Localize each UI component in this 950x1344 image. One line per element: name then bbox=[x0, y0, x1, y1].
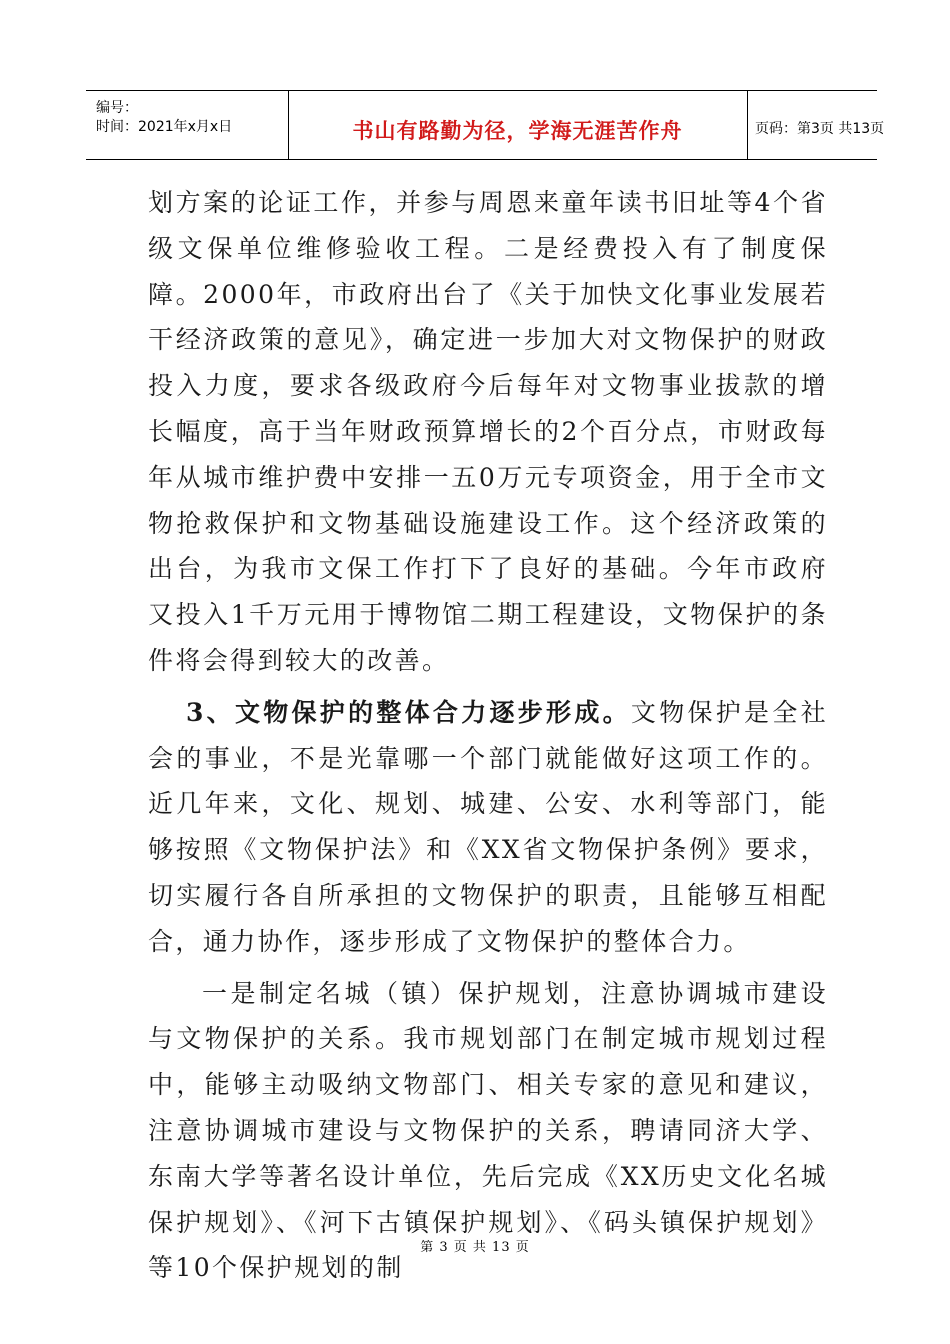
paragraph-2-text: 文物保护是全社会的事业，不是光靠哪一个部门就能做好这项工作的。近几年来，文化、规划、城建、公安、水利等部门，能够按照《文物保护法》和《XX省文物保护条例》要求，切实履行各自所承担的文物保护的职责，且能够互相配合，通力协作，逐步形成了文物保护的整体合力。 bbox=[148, 697, 828, 956]
document-header bbox=[86, 90, 885, 160]
paragraph-1-text: 划方案的论证工作，并参与周恩来童年读书旧址等4个省级文保单位维修验收工程。二是经费投入有了制度保障。2000年，市政府出台了《关于加快文化事业发展若干经济政策的意见》，确定进一步加大对文物保护的财政投入力度，要求各级政府今后每年对文物事业拔款的增长幅度，高于当年财政预算增长的2个百分点，市财政每年从城市维护费中安排一五0万元专项资金，用于全市文物抢救保护和文物基础设施建设工作。这个经济政策的出台，为我市文保工作打下了良好的基础。今年市政府又投入1千万元用于博物馆二期工程建设，文物保护的条件将会得到较大的改善。 bbox=[148, 188, 828, 675]
time-label: 时间：2021年x月x日 bbox=[96, 119, 233, 135]
paragraph-2-heading: 3、文物保护的整体合力逐步形成。 bbox=[186, 697, 631, 727]
page-code: 页码：第3页 共13页 bbox=[755, 121, 885, 137]
number-label: 编号： bbox=[96, 100, 138, 116]
paragraph-3-text: 一是制定名城（镇）保护规划，注意协调城市建设与文物保护的关系。我市规划部门在制定城市规划过程中，能够主动吸纳文物部门、相关专家的意见和建议，注意协调城市建设与文物保护的关系，聘请同济大学、东南大学等著名设计单位，先后完成《XX历史文化名城保护规划》、《河下古镇保护规划》、《码头镇保护规划》等10个保护规划的制 bbox=[148, 978, 828, 1283]
header-meta-cell bbox=[86, 91, 289, 159]
document-body bbox=[148, 180, 828, 1291]
paragraph-2 bbox=[148, 690, 828, 965]
page-footer: 第 3 页 共 13 页 bbox=[420, 1240, 530, 1255]
header-page-cell bbox=[747, 91, 885, 159]
motto-text: 书山有路勤为径，学海无涯苦作舟 bbox=[352, 118, 683, 143]
header-motto-cell bbox=[288, 91, 748, 159]
paragraph-1 bbox=[148, 180, 828, 684]
